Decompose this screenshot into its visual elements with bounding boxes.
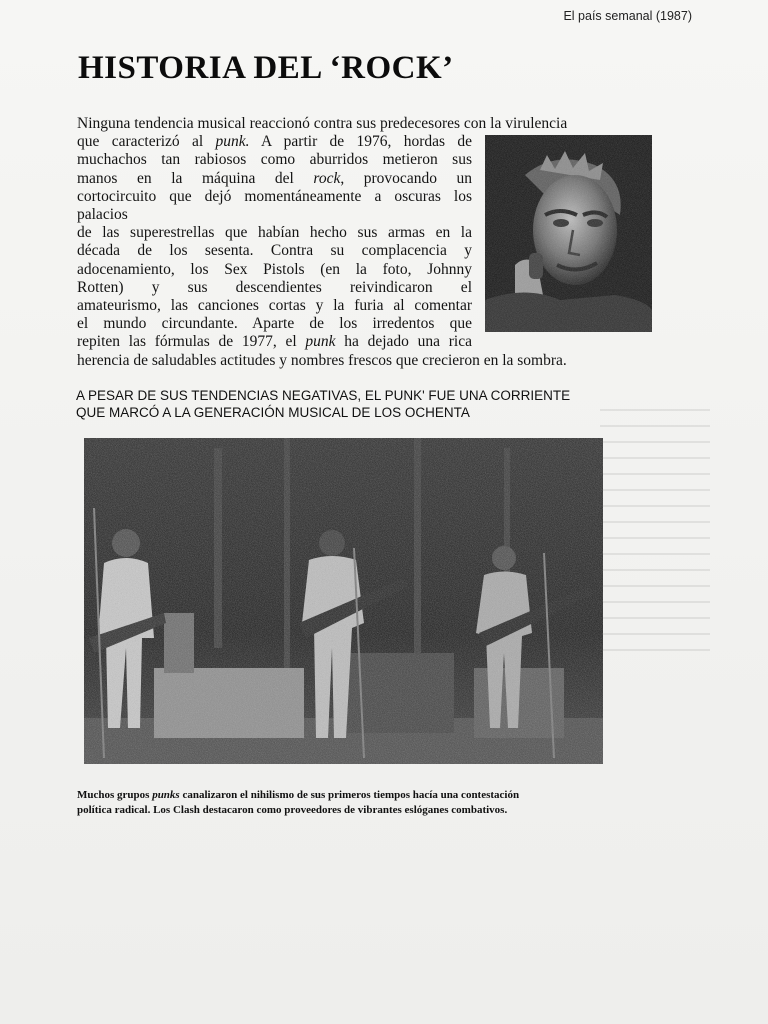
article-subheading <box>76 387 636 421</box>
subheading-line: A PESAR DE SUS TENDENCIAS NEGATIVAS, EL PUNK' FUE UNA CORRIENTE <box>76 388 571 403</box>
intro-line: repiten las fórmulas de 1977, el punk ha dejado una rica <box>77 333 472 351</box>
intro-line: adocenamiento, los Sex Pistols (en la foto, Johnny <box>77 260 472 278</box>
intro-line: palacios <box>77 206 128 224</box>
portrait-illustration <box>485 135 652 332</box>
intro-line: de las superestrellas que habían hecho sus armas en la <box>77 224 472 242</box>
intro-line: el mundo circundante. Aparte de los irredentos que <box>77 315 472 333</box>
article-title: HISTORIA DEL ‘ROCK’ <box>78 50 454 86</box>
punk-emphasis: punk <box>305 333 336 351</box>
intro-line: Ninguna tendencia musical reaccionó contra sus predecesores con la virulencia <box>77 115 568 132</box>
caption-line: Muchos grupos punks canalizaron el nihilismo de sus primeros tiempos hacía una contestación <box>77 789 520 801</box>
source-note: El país semanal (1987) <box>563 9 692 23</box>
photo-caption <box>77 788 637 817</box>
subheading-line: QUE MARCÓ A LA GENERACIÓN MUSICAL DE LOS OCHENTA <box>76 405 470 420</box>
concert-illustration <box>84 438 603 764</box>
intro-line: muchachos tan rabiosos como aburridos metieron sus <box>77 151 472 169</box>
rock-emphasis: rock <box>313 169 341 187</box>
intro-line: que caracterizó al punk. A partir de 1976, hordas de <box>77 133 472 151</box>
intro-line: cortocircuito que dejó momentáneamente a oscuras los <box>77 187 472 205</box>
johnny-rotten-photo <box>485 135 652 332</box>
show-through-bleed <box>600 395 710 995</box>
intro-line: Rotten) y sus descendientes reivindicaron el <box>77 278 472 296</box>
caption-line: política radical. Los Clash destacaron como proveedores de vibrantes eslóganes combativos. <box>77 803 508 816</box>
intro-line: manos en la máquina del rock, provocando un <box>77 169 473 187</box>
punks-emphasis: punks <box>152 789 180 801</box>
intro-line: herencia de saludables actitudes y nombres frescos que crecieron en la sombra. <box>77 351 567 369</box>
intro-line: amateurismo, las canciones cortas y la furia al comentar <box>77 297 472 315</box>
punk-emphasis: punk. <box>215 133 250 151</box>
the-clash-concert-photo <box>84 438 603 764</box>
intro-line: década de los sesenta. Contra su complacencia y <box>77 242 472 260</box>
